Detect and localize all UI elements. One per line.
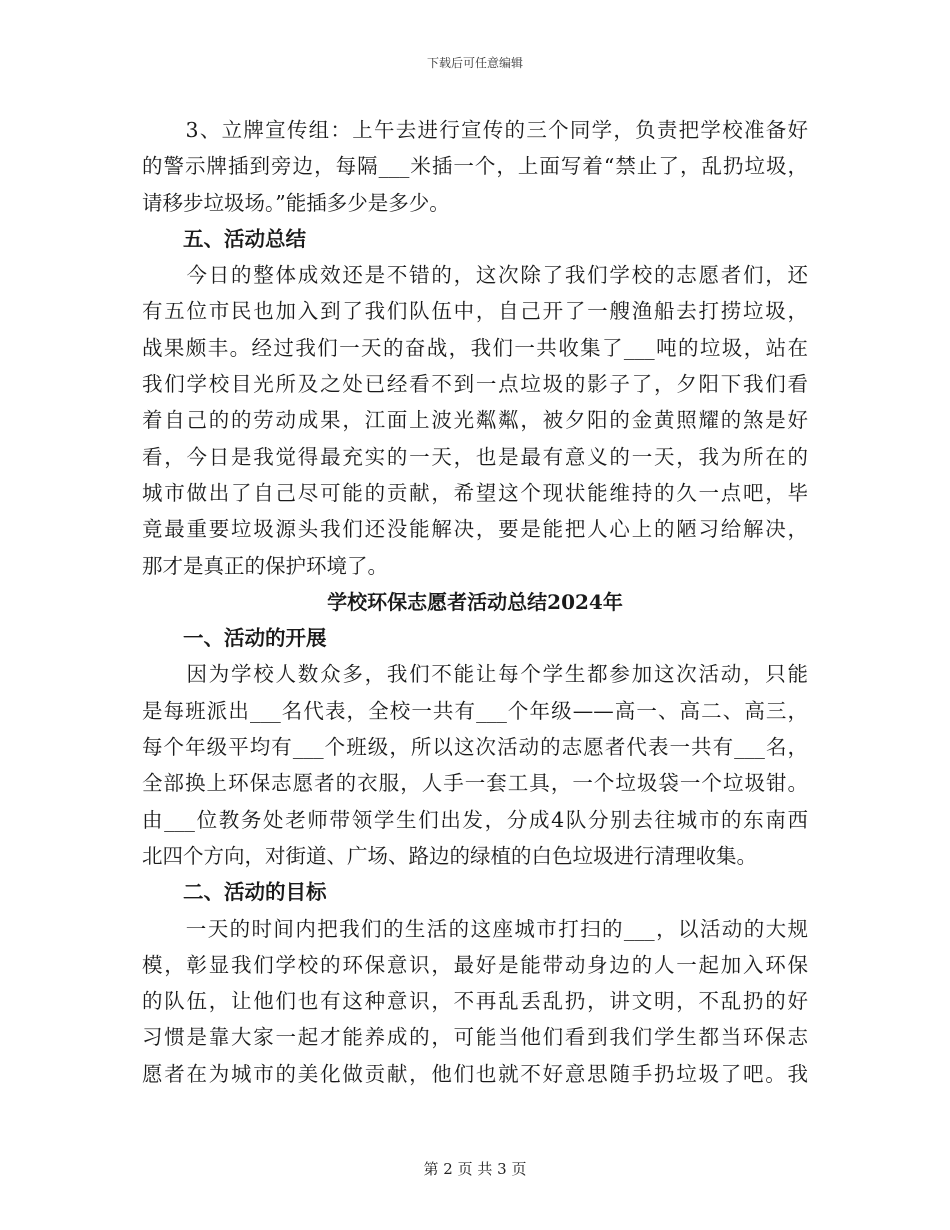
paragraph-line: 今日的整体成效还是不错的，这次除了我们学校的志愿者们，还 xyxy=(142,263,808,288)
paragraph-line: 竟最重要垃圾源头我们还没能解决，要是能把人心上的陋习给解决， xyxy=(142,517,808,542)
document-body xyxy=(142,112,808,1092)
paragraph-line: 城市做出了自己尽可能的贡献，希望这个现状能维持的久一点吧，毕 xyxy=(142,480,808,505)
paragraph-line: 北四个方向，对街道、广场、路边的绿植的白色垃圾进行清理收集。 xyxy=(142,843,757,868)
paragraph-line: 愿者在为城市的美化做贡献，他们也就不好意思随手扔垃圾了吧。我 xyxy=(142,1061,808,1086)
paragraph-line: 全部换上环保志愿者的衣服，人手一套工具，一个垃圾袋一个垃圾钳。 xyxy=(142,771,808,796)
paragraph-line: 一天的时间内把我们的生活的这座城市打扫的___，以活动的大规 xyxy=(142,916,808,941)
paragraph-line: 由___位教务处老师带领学生们出发，分成4队分别去往城市的东南西 xyxy=(142,807,808,832)
paragraph-line: 模，彰显我们学校的环保意识，最好是能带动身边的人一起加入环保 xyxy=(142,952,808,977)
paragraph-line: 着自己的的劳动成果，江面上波光粼粼，被夕阳的金黄照耀的煞是好 xyxy=(142,408,808,433)
page-footer: 第 2 页 共 3 页 xyxy=(423,1160,527,1178)
paragraph-line: 每个年级平均有___个班级，所以这次活动的志愿者代表一共有___名， xyxy=(142,735,808,760)
paragraph-line: 那才是真正的保护环境了。 xyxy=(142,553,388,578)
paragraph-line: 的队伍，让他们也有这种意识，不再乱丢乱扔，讲文明，不乱扔的好 xyxy=(142,989,808,1014)
section-heading: 五、活动总结 xyxy=(183,226,306,251)
document-title: 学校环保志愿者活动总结2024年 xyxy=(327,589,623,614)
paragraph-line: 因为学校人数众多，我们不能让每个学生都参加这次活动，只能 xyxy=(142,662,808,687)
paragraph-line: 战果颇丰。经过我们一天的奋战，我们一共收集了___吨的垃圾，站在 xyxy=(142,335,808,360)
paragraph-line: 有五位市民也加入到了我们队伍中，自己开了一艘渔船去打捞垃圾， xyxy=(142,299,808,324)
paragraph-line: 是每班派出___名代表，全校一共有___个年级——高一、高二、高三， xyxy=(142,698,808,723)
paragraph-line: 看，今日是我觉得最充实的一天，也是最有意义的一天，我为所在的 xyxy=(142,444,808,469)
paragraph-line: 请移步垃圾场。”能插多少是多少。 xyxy=(142,190,450,215)
paragraph-line: 习惯是靠大家一起才能养成的，可能当他们看到我们学生都当环保志 xyxy=(142,1025,808,1050)
paragraph-line: 3、立牌宣传组：上午去进行宣传的三个同学，负责把学校准备好 xyxy=(142,118,808,142)
paragraph-line: 的警示牌插到旁边，每隔___米插一个，上面写着“禁止了，乱扔垃圾， xyxy=(142,154,808,179)
section-heading: 二、活动的目标 xyxy=(183,880,327,905)
page-header: 下载后可任意编辑 xyxy=(426,56,523,70)
paragraph-line: 我们学校目光所及之处已经看不到一点垃圾的影子了，夕阳下我们看 xyxy=(142,372,808,397)
section-heading: 一、活动的开展 xyxy=(183,626,327,651)
